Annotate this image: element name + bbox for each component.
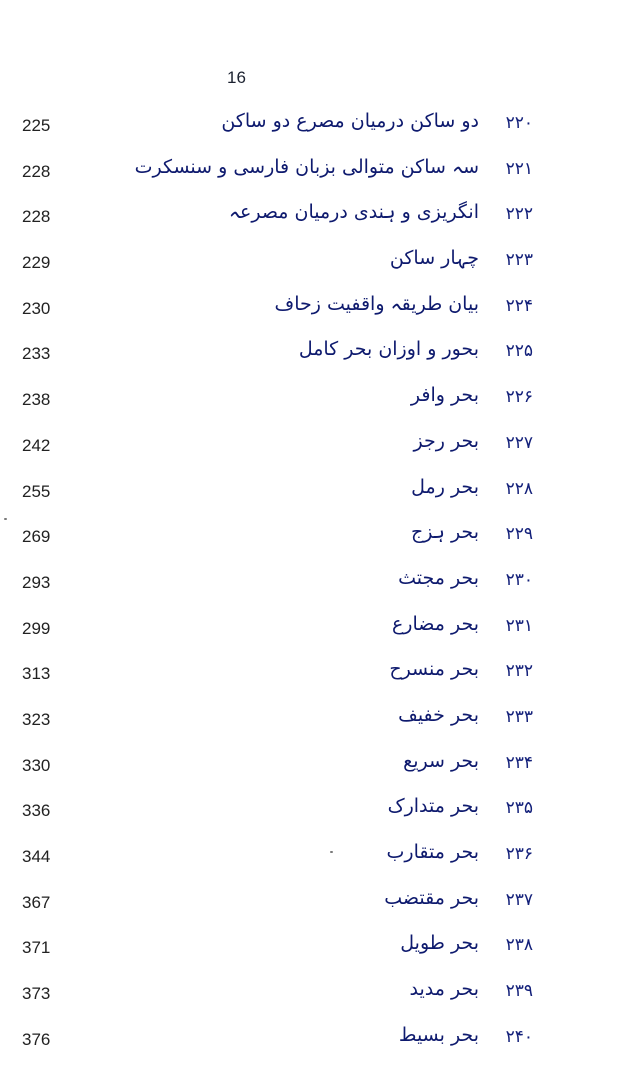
toc-entry-number: ۲۳۴ bbox=[505, 752, 533, 773]
toc-row bbox=[0, 881, 627, 927]
scan-speck bbox=[4, 518, 7, 520]
toc-entry-number: ۲۳۰ bbox=[505, 569, 533, 590]
toc-row bbox=[0, 150, 627, 196]
toc-title: بحر وافر bbox=[410, 384, 479, 407]
toc-page-number: 376 bbox=[22, 1029, 51, 1049]
toc-page-number: 330 bbox=[22, 755, 51, 775]
toc-row bbox=[0, 561, 627, 607]
toc-title: چہار ساکن bbox=[389, 247, 479, 270]
toc-title: بحر مجتث bbox=[398, 566, 479, 589]
toc-page-number: 238 bbox=[22, 390, 51, 410]
toc-title: بحر طویل bbox=[400, 932, 479, 955]
toc-row bbox=[0, 515, 627, 561]
toc-page-number: 367 bbox=[22, 892, 51, 912]
toc-entry-number: ۲۳۳ bbox=[505, 706, 533, 727]
toc-page-number: 229 bbox=[22, 253, 51, 273]
toc-entry-number: ۲۲۲ bbox=[505, 204, 533, 225]
toc-page-number: 373 bbox=[22, 984, 51, 1004]
toc-title: بحر ہزج bbox=[411, 521, 479, 544]
toc-row bbox=[0, 195, 627, 241]
toc-row bbox=[0, 241, 627, 287]
toc-row bbox=[0, 287, 627, 333]
toc-entry-number: ۲۳۱ bbox=[505, 615, 533, 636]
toc-title: بحر متقارب bbox=[386, 841, 479, 863]
toc-title: بحر مدید bbox=[409, 978, 479, 1001]
toc-page-number: 230 bbox=[22, 298, 51, 318]
toc-entry-number: ۲۲۰ bbox=[505, 113, 533, 133]
toc-row bbox=[0, 470, 627, 516]
table-of-contents bbox=[0, 104, 627, 1063]
toc-entry-number: ۲۲۶ bbox=[505, 387, 533, 408]
toc-title: بحر منسرح bbox=[389, 658, 479, 681]
toc-title: بحر متدارک bbox=[387, 795, 479, 818]
toc-entry-number: ۲۳۸ bbox=[505, 935, 533, 956]
toc-entry-number: ۲۴۰ bbox=[505, 1026, 533, 1047]
toc-page-number: 228 bbox=[22, 207, 51, 227]
toc-page-number: 228 bbox=[22, 161, 51, 181]
toc-row bbox=[0, 652, 627, 698]
toc-page-number: 371 bbox=[22, 938, 51, 958]
toc-page-number: 225 bbox=[22, 116, 51, 135]
toc-row bbox=[0, 698, 627, 744]
toc-entry-number: ۲۲۱ bbox=[505, 158, 533, 179]
page-number: 16 bbox=[227, 68, 246, 87]
toc-title: انگریزی و ہندی درمیان مصرعہ bbox=[228, 201, 479, 224]
toc-title: سہ ساکن متوالی بزبان فارسی و سنسکرت bbox=[134, 155, 479, 178]
toc-entry-number: ۲۲۴ bbox=[505, 295, 533, 316]
toc-page-number: 299 bbox=[22, 618, 51, 638]
toc-title: بحر بسیط bbox=[398, 1023, 479, 1046]
scan-speck bbox=[330, 851, 333, 853]
toc-row bbox=[0, 972, 627, 1018]
toc-row bbox=[0, 789, 627, 835]
toc-page-number: 242 bbox=[22, 435, 51, 455]
toc-row bbox=[0, 744, 627, 790]
toc-page-number: 344 bbox=[22, 847, 51, 866]
toc-entry-number: ۲۲۳ bbox=[505, 250, 533, 271]
toc-entry-number: ۲۲۹ bbox=[505, 524, 533, 545]
toc-row bbox=[0, 607, 627, 653]
toc-row bbox=[0, 424, 627, 470]
toc-entry-number: ۲۲۷ bbox=[505, 432, 533, 453]
toc-entry-number: ۲۳۶ bbox=[505, 844, 533, 864]
toc-row bbox=[0, 378, 627, 424]
toc-title: بحر رجز bbox=[413, 429, 479, 452]
toc-title: بحور و اوزان بحر کامل bbox=[298, 338, 479, 361]
toc-row bbox=[0, 926, 627, 972]
toc-page-number: 255 bbox=[22, 481, 51, 501]
toc-entry-number: ۲۳۷ bbox=[505, 889, 533, 910]
toc-title: بحر خفیف bbox=[398, 703, 479, 726]
toc-title: بیان طریقہ واقفیت زحاف bbox=[274, 292, 479, 315]
toc-entry-number: ۲۲۵ bbox=[505, 341, 533, 362]
toc-page-number: 269 bbox=[22, 527, 51, 547]
toc-page-number: 233 bbox=[22, 344, 51, 364]
toc-title: بحر سریع bbox=[403, 749, 479, 772]
toc-row bbox=[0, 332, 627, 378]
toc-page-number: 313 bbox=[22, 664, 51, 684]
toc-title: بحر رمل bbox=[411, 475, 479, 498]
toc-page-number: 336 bbox=[22, 801, 51, 821]
toc-entry-number: ۲۳۵ bbox=[505, 798, 533, 819]
toc-row bbox=[0, 1018, 627, 1064]
toc-title: بحر مقتضب bbox=[384, 886, 479, 909]
toc-title: بحر مضارع bbox=[391, 612, 479, 635]
toc-page-number: 293 bbox=[22, 572, 51, 592]
toc-row bbox=[0, 835, 627, 881]
toc-page-number: 323 bbox=[22, 709, 51, 729]
toc-entry-number: ۲۲۸ bbox=[505, 478, 533, 499]
toc-row bbox=[0, 104, 627, 150]
toc-entry-number: ۲۳۹ bbox=[505, 981, 533, 1002]
toc-entry-number: ۲۳۲ bbox=[505, 661, 533, 682]
toc-title: دو ساکن درمیان مصرع دو ساکن bbox=[221, 110, 479, 132]
